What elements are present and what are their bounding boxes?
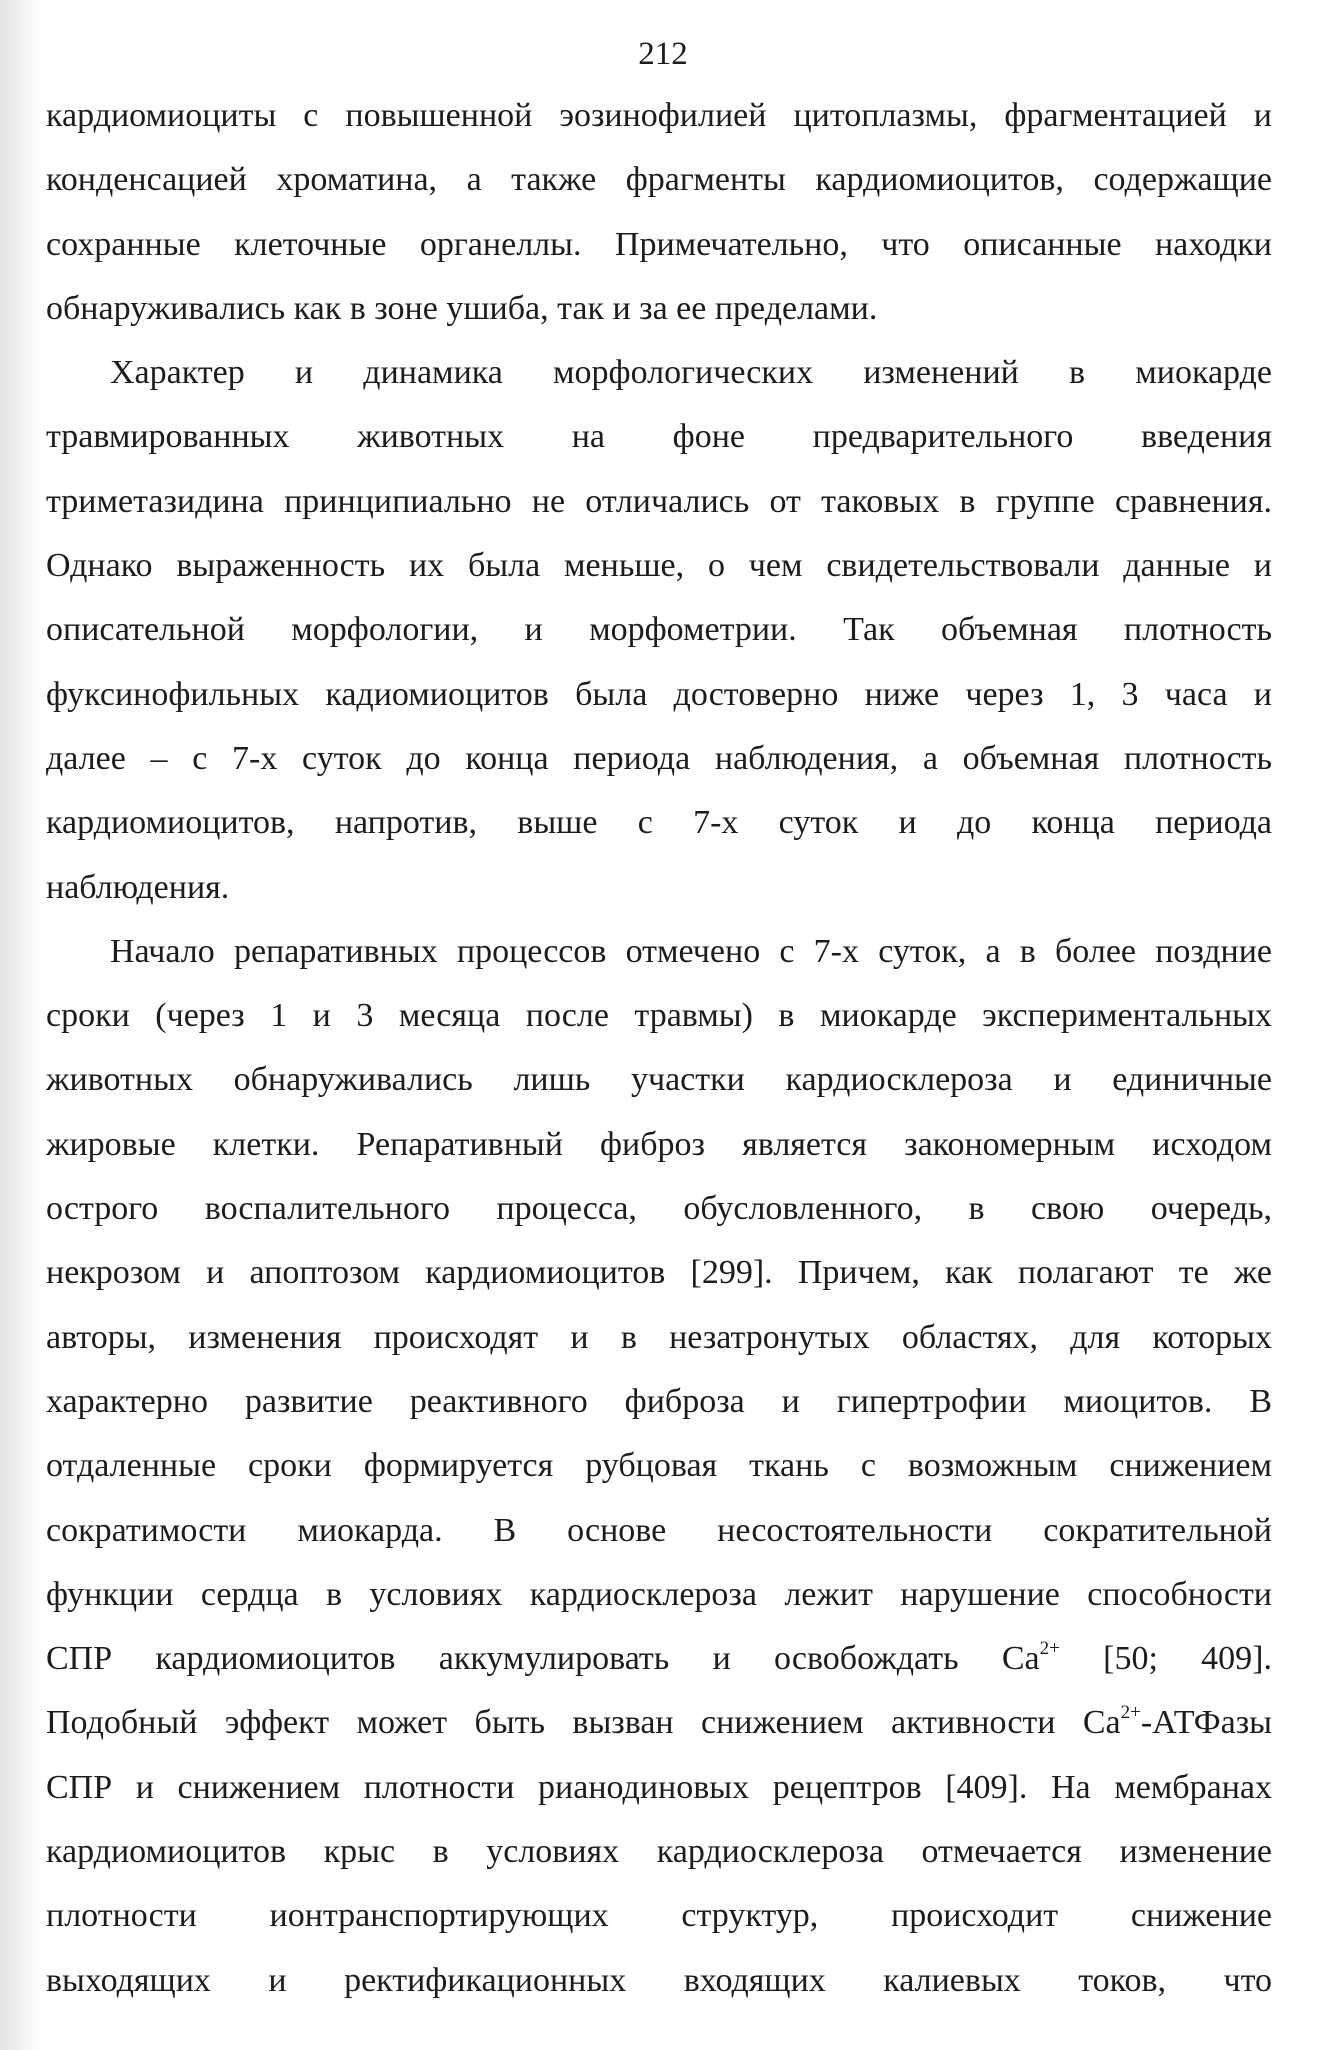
text-line: Начало репаративных процессов отмечено с 7-х суток, а в более поздние [110,932,1272,970]
text-line: острого воспалительного процесса, обусловленного, в свою очередь, [46,1190,1272,1228]
text-line: кардиомиоцитов, напротив, выше с 7-х суток и до конца периода [46,804,1272,842]
text-line: характерно развитие реактивного фиброза и гипертрофии миоцитов. В [46,1382,1272,1420]
text-line: описательной морфологии, и морфометрии. Так объемная плотность [46,611,1272,649]
scan-shadow [0,0,40,2050]
text-line: сроки (через 1 и 3 месяца после травмы) в миокарде экспериментальных [46,997,1272,1035]
text-line: выходящих и ректификационных входящих калиевых токов, что [46,1961,1272,1999]
text-line: отдаленные сроки формируется рубцовая ткань с возможным снижением [46,1447,1272,1485]
text-line: жировые клетки. Репаративный фиброз является закономерным исходом [46,1125,1272,1163]
page-number: 212 [638,36,688,72]
text-line: обнаруживались как в зоне ушиба, так и за ее пределами. [46,289,878,327]
text-line: Подобный эффект может быть вызван снижением активности $Ca^{2+}$-АТФазы [46,1702,1272,1742]
text-line: триметазидина принципиально не отличались от таковых в группе сравнения. [46,482,1272,520]
text-line: некрозом и апоптозом кардиомиоцитов [299]. Причем, как полагают те же [46,1254,1272,1292]
text-line: животных обнаруживались лишь участки кардиосклероза и единичные [46,1061,1272,1099]
text-line: функции сердца в условиях кардиосклероза лежит нарушение способности [46,1575,1272,1613]
superscript: 2+ [1120,1702,1141,1724]
text-line: кардиомиоциты с повышенной эозинофилией цитоплазмы, фрагментацией и [46,97,1272,134]
text-line: плотности ионтранспортирующих структур, происходит снижение [46,1897,1272,1935]
text-line: далее – с 7-х суток до конца периода наблюдения, а объемная плотность [46,739,1272,777]
text-line: СПР кардиомиоцитов аккумулировать и освобождать $Ca^{2+}$ [50; 409]. [46,1638,1272,1678]
text-line: сохранные клеточные органеллы. Примечательно, что описанные находки [46,225,1272,263]
text-line: СПР и снижением плотности рианодиновых рецептров [409]. На мембранах [46,1768,1272,1806]
body-text [46,84,1272,2013]
text-line: кардиомиоцитов крыс в условиях кардиосклероза отмечается изменение [46,1833,1272,1871]
text-line: конденсацией хроматина, а также фрагменты кардиомиоцитов, содержащие [46,161,1272,199]
text-line: Однако выраженность их была меньше, о чем свидетельствовали данные и [46,547,1272,585]
text-line: травмированных животных на фоне предварительного введения [46,418,1272,456]
superscript: 2+ [1039,1638,1060,1660]
text-line: наблюдения. [46,868,230,906]
text-line: фуксинофильных кадиомиоцитов была достоверно ниже через 1, 3 часа и [46,675,1272,713]
text-line: авторы, изменения происходят и в незатронутых областях, для которых [46,1318,1272,1356]
text-line: сократимости миокарда. В основе несостоятельности сократительной [46,1511,1272,1549]
text-line: Характер и динамика морфологических изменений в миокарде [110,354,1272,392]
